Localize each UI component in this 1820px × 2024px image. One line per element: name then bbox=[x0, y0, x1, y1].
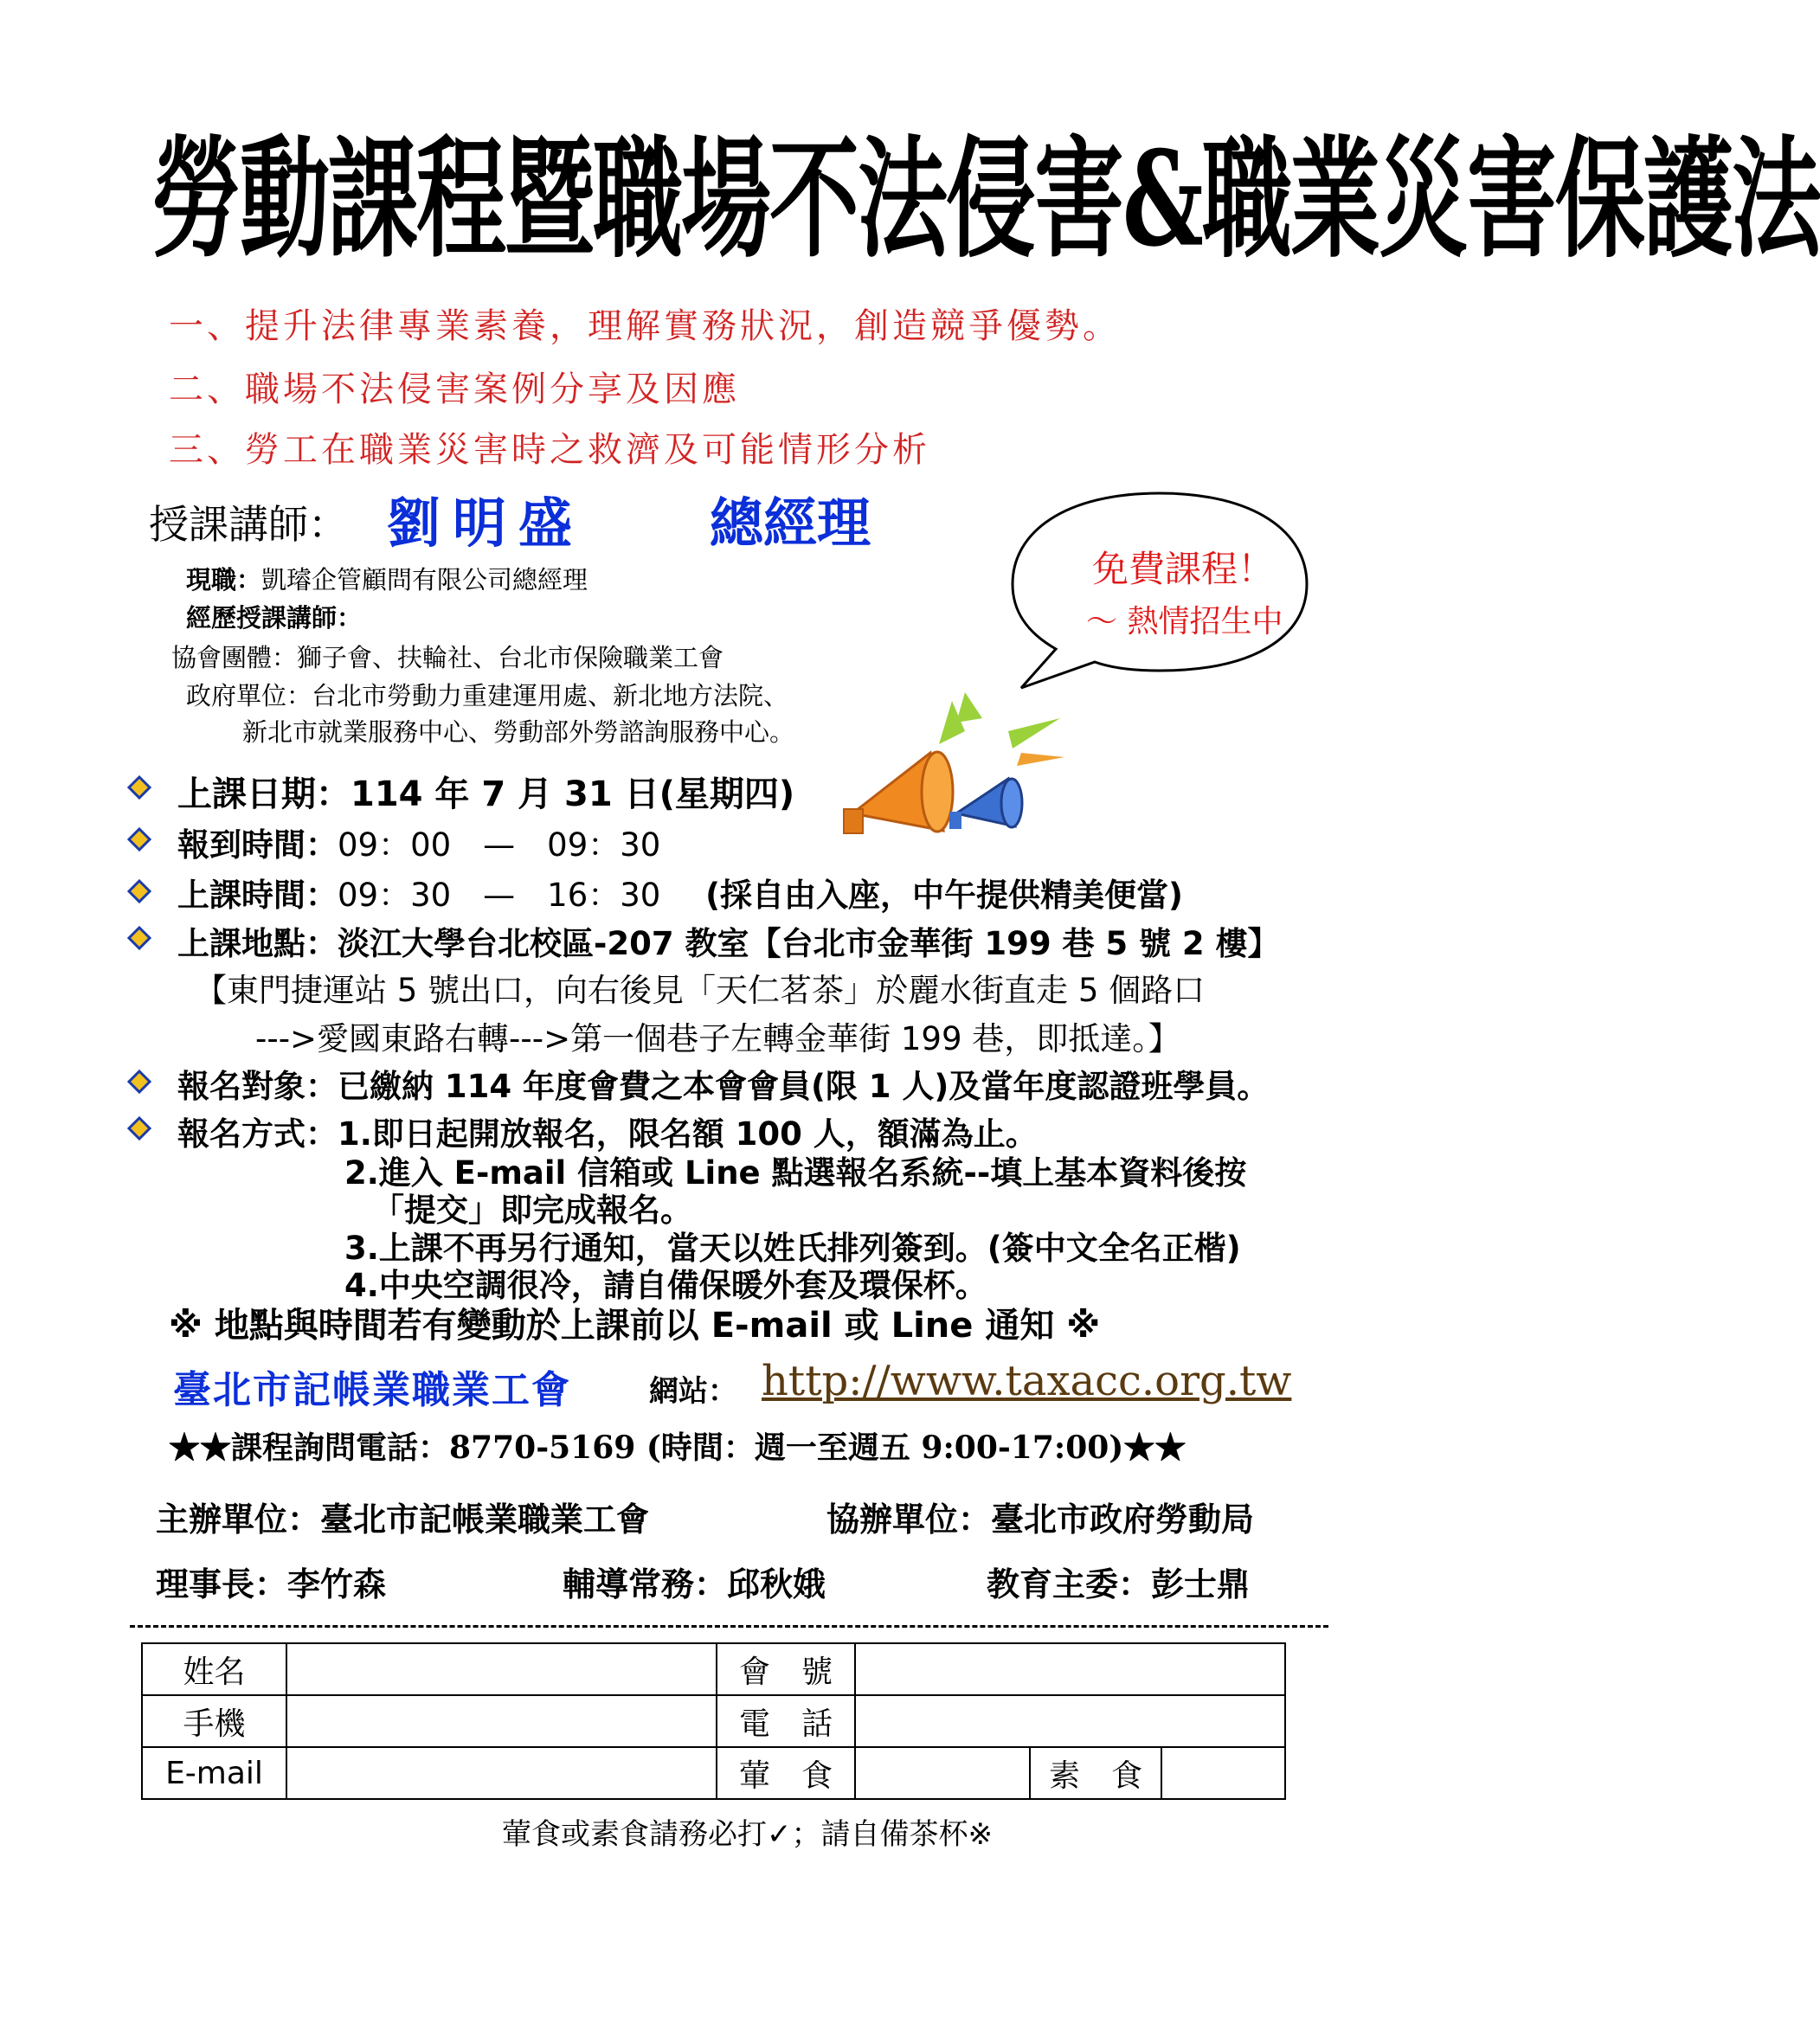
target-value: 已繳納 114 年度會費之本會會員(限 1 人)及當年度認證班學員。 bbox=[338, 1068, 1270, 1105]
footnote: 葷食或素食請務必打✓；請自備茶杯※ bbox=[502, 1817, 993, 1852]
registration-form bbox=[141, 1642, 1286, 1800]
bullet-icon bbox=[127, 879, 151, 903]
bullet-icon bbox=[127, 775, 151, 800]
co-organizer: 協辦單位：臺北市政府勞動局 bbox=[826, 1500, 1255, 1539]
current-value: 凱璿企管顧問有限公司總經理 bbox=[261, 565, 588, 594]
member-no-input[interactable] bbox=[855, 1643, 1285, 1695]
table-row bbox=[142, 1695, 1285, 1747]
method-4: 4.中央空調很冷，請自備保暖外套及環保杯。 bbox=[344, 1267, 987, 1304]
checkin-time bbox=[177, 819, 660, 865]
table-row bbox=[142, 1643, 1285, 1695]
method-2b: 「提交」即完成報名。 bbox=[372, 1192, 692, 1229]
veg-checkbox[interactable] bbox=[1161, 1747, 1285, 1799]
education-director: 教育主委：彭士鼎 bbox=[987, 1565, 1251, 1603]
website-label: 網站： bbox=[649, 1374, 737, 1409]
advisor: 輔導常務：邱秋娥 bbox=[563, 1565, 826, 1603]
meat-checkbox[interactable] bbox=[855, 1747, 1030, 1799]
bubble-text-free: 免費課程！ bbox=[1092, 548, 1275, 590]
current-position bbox=[186, 561, 588, 596]
place-value: 淡江大學台北校區-207 教室【台北市金華街 199 巷 5 號 2 樓】 bbox=[338, 925, 1280, 962]
date-label: 上課日期： bbox=[177, 774, 350, 814]
directions-2: --->愛國東路右轉--->第一個巷子左轉金華街 199 巷，即抵達。】 bbox=[255, 1020, 1180, 1057]
course-date bbox=[177, 767, 794, 816]
megaphone-icon bbox=[835, 684, 1077, 857]
date-value: 114 年 7 月 31 日(星期四) bbox=[350, 774, 795, 814]
goal-3: 三、勞工在職業災害時之救濟及可能情形分析 bbox=[169, 430, 930, 470]
time-label: 上課時間： bbox=[177, 877, 338, 914]
chairman: 理事長：李竹森 bbox=[156, 1565, 387, 1603]
name-label: 姓名 bbox=[142, 1643, 286, 1695]
method-label: 報名方式： bbox=[177, 1115, 338, 1153]
method-3: 3.上課不再另行通知，當天以姓氏排列簽到。(簽中文全名正楷) bbox=[344, 1230, 1241, 1267]
phone-label: 電 話 bbox=[717, 1695, 855, 1747]
cut-line bbox=[130, 1625, 1328, 1628]
method-1: 1.即日起開放報名，限名額 100 人，額滿為止。 bbox=[338, 1115, 1038, 1153]
experience-1: 協會團體：獅子會、扶輪社、台北市保險職業工會 bbox=[171, 643, 724, 672]
meat-label: 葷 食 bbox=[717, 1747, 855, 1799]
organizer: 主辦單位：臺北市記帳業職業工會 bbox=[156, 1500, 650, 1539]
instructor-label: 授課講師： bbox=[149, 501, 348, 548]
goal-2: 二、職場不法侵害案例分享及因應 bbox=[169, 369, 740, 409]
member-no-label: 會 號 bbox=[717, 1643, 855, 1695]
time-value: 09：30 — 16：30 bbox=[338, 877, 661, 914]
experience-label-text: 經歷授課講師： bbox=[186, 603, 363, 633]
page-title: 勞動課程暨職場不法侵害&職業災害保護法 bbox=[151, 121, 1820, 276]
email-label: E-mail bbox=[142, 1747, 286, 1799]
mobile-label: 手機 bbox=[142, 1695, 286, 1747]
experience-label bbox=[186, 599, 362, 634]
checkin-value: 09：00 — 09：30 bbox=[338, 826, 661, 864]
directions-1: 【東門捷運站 5 號出口，向右後見「天仁茗茶」於麗水街直走 5 個路口 bbox=[195, 972, 1206, 1009]
website-link[interactable]: http://www.taxacc.org.tw bbox=[762, 1357, 1292, 1405]
method-2: 2.進入 E-mail 信箱或 Line 點選報名系統--填上基本資料後按 bbox=[344, 1154, 1247, 1192]
phone-input[interactable] bbox=[855, 1695, 1285, 1747]
bullet-icon bbox=[127, 926, 151, 950]
class-time bbox=[177, 869, 1183, 916]
bullet-icon bbox=[127, 827, 151, 851]
time-note: (採自由入座，中午提供精美便當) bbox=[705, 877, 1183, 914]
target-label: 報名對象： bbox=[177, 1068, 338, 1105]
enroll-target bbox=[177, 1060, 1269, 1107]
experience-3: 新北市就業服務中心、勞動部外勞諮詢服務中心。 bbox=[242, 717, 795, 747]
name-input[interactable] bbox=[286, 1643, 717, 1695]
goal-1: 一、提升法律專業素養，理解實務狀況，創造競爭優勢。 bbox=[169, 306, 1121, 346]
instructor-title: 總經理 bbox=[710, 492, 871, 555]
mobile-input[interactable] bbox=[286, 1695, 717, 1747]
class-place bbox=[177, 917, 1279, 964]
table-row bbox=[142, 1747, 1285, 1799]
checkin-label: 報到時間： bbox=[177, 826, 338, 864]
current-label: 現職： bbox=[186, 565, 262, 594]
instructor-name: 劉明盛 bbox=[387, 492, 585, 555]
bullet-icon bbox=[127, 1070, 151, 1094]
bullet-icon bbox=[127, 1116, 151, 1141]
email-input[interactable] bbox=[286, 1747, 717, 1799]
union-name: 臺北市記帳業職業工會 bbox=[173, 1368, 571, 1412]
change-notice: ※ 地點與時間若有變動於上課前以 E-mail 或 Line 通知 ※ bbox=[169, 1306, 1101, 1346]
experience-2: 政府單位：台北市勞動力重建運用處、新北地方法院、 bbox=[186, 681, 789, 710]
place-label: 上課地點： bbox=[177, 925, 338, 962]
veg-label: 素 食 bbox=[1030, 1747, 1161, 1799]
bubble-text-enroll: ～ 熱情招生中 bbox=[1086, 604, 1283, 639]
inquiry-phone: ★★課程詢問電話：8770-5169 (時間：週一至週五 9:00-17:00)★★ bbox=[169, 1430, 1187, 1466]
